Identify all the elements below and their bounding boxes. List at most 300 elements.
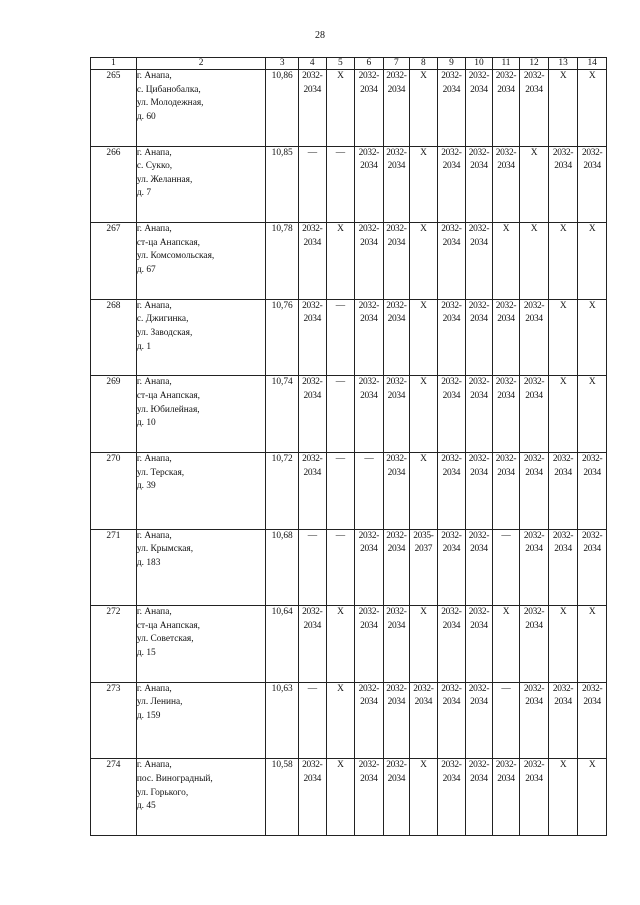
- table-header: [91, 58, 607, 70]
- area-cell: 10,63: [266, 682, 299, 759]
- period-cell-col-11: [492, 759, 520, 836]
- address-line: д. 15: [136, 647, 156, 658]
- period-cell-col-8: [410, 376, 438, 453]
- period-cell-col-14: [578, 606, 607, 683]
- period-cell-line: 2034: [442, 620, 461, 631]
- area-cell: 10,58: [266, 759, 299, 836]
- column-header-7: 7: [383, 58, 410, 70]
- period-cell-col-9: [437, 146, 466, 223]
- period-cell-col-4: [299, 606, 327, 683]
- period-cell-col-10: [466, 682, 493, 759]
- period-cell-line: 2032-: [358, 530, 380, 541]
- period-cell-line: 2034: [470, 620, 488, 631]
- period-cell-line: 2032-: [441, 760, 462, 771]
- period-cell-line: 2032-: [302, 71, 323, 81]
- table-row: [91, 376, 607, 453]
- period-cell-col-5: [326, 223, 355, 300]
- period-cell-line: 2034: [497, 773, 515, 784]
- table-row: [91, 606, 607, 683]
- period-cell-line: 2032-: [386, 683, 407, 694]
- period-cell-line: 2032-: [468, 377, 490, 388]
- period-cell-line: X: [559, 607, 567, 618]
- period-cell-col-13: [548, 223, 578, 300]
- table-body: [91, 70, 607, 836]
- period-cell-line: —: [307, 530, 317, 541]
- period-cell-col-14: [578, 376, 607, 453]
- period-cell-col-5: [326, 759, 355, 836]
- period-cell-line: 2032-: [441, 453, 462, 464]
- address-cell: [136, 146, 266, 223]
- period-cell-line: 2034: [414, 697, 433, 708]
- period-cell-line: 2034: [442, 773, 461, 784]
- period-cell-col-7: [383, 70, 410, 147]
- period-cell-line: X: [559, 760, 567, 771]
- period-cell-line: 2034: [442, 161, 461, 172]
- period-cell-line: 2034: [387, 697, 406, 708]
- period-cell-line: X: [588, 71, 596, 81]
- period-cell-line: 2032-: [523, 683, 545, 694]
- period-cell-line: 2034: [470, 84, 488, 95]
- period-cell-line: 2032-: [441, 607, 462, 618]
- address-line: ст-ца Анапская,: [136, 390, 201, 401]
- period-cell-line: 2034: [303, 773, 322, 784]
- area-cell: 10,86: [266, 70, 299, 147]
- row-number-cell: 270: [91, 452, 137, 529]
- period-cell-col-11: [492, 452, 520, 529]
- period-cell-col-8: [410, 223, 438, 300]
- period-cell-line: 2034: [470, 161, 488, 172]
- period-cell-line: —: [335, 300, 345, 311]
- row-number-cell: 274: [91, 759, 137, 836]
- area-cell: 10,85: [266, 146, 299, 223]
- table-row: [91, 299, 607, 376]
- column-header-13: 13: [548, 58, 578, 70]
- period-cell-line: 2034: [583, 544, 601, 555]
- period-cell-col-14: [578, 146, 607, 223]
- period-cell-line: 2034: [497, 84, 515, 95]
- period-cell-line: X: [420, 607, 427, 618]
- address-line: ст-ца Анапская,: [136, 237, 201, 248]
- period-cell-line: 2034: [360, 697, 378, 708]
- period-cell-col-14: [578, 452, 607, 529]
- period-cell-col-8: [410, 299, 438, 376]
- row-number-cell: 268: [91, 299, 137, 376]
- period-cell-line: 2034: [387, 84, 406, 95]
- period-cell-line: —: [335, 453, 345, 464]
- column-header-14: 14: [578, 58, 607, 70]
- address-cell: [136, 606, 266, 683]
- period-cell-line: X: [420, 377, 427, 388]
- period-cell-line: 2032-: [581, 453, 603, 464]
- period-cell-col-5: [326, 146, 355, 223]
- period-cell-line: 2032-: [581, 147, 603, 158]
- address-line: г. Анапа,: [136, 71, 172, 81]
- period-cell-line: 2032-: [302, 377, 323, 388]
- period-cell-line: 2034: [497, 161, 515, 172]
- period-cell-col-7: [383, 299, 410, 376]
- period-cell-col-7: [383, 452, 410, 529]
- address-cell: [136, 376, 266, 453]
- period-cell-col-11: [492, 299, 520, 376]
- period-cell-line: 2032-: [441, 530, 462, 541]
- period-cell-col-11: [492, 146, 520, 223]
- period-cell-col-5: [326, 606, 355, 683]
- period-cell-col-13: [548, 299, 578, 376]
- period-cell-line: —: [501, 530, 511, 541]
- period-cell-line: 2032-: [441, 71, 462, 81]
- address-line: пос. Виноградный,: [136, 773, 213, 784]
- period-cell-line: 2032-: [523, 377, 545, 388]
- period-cell-line: —: [335, 530, 345, 541]
- period-cell-col-10: [466, 146, 493, 223]
- period-cell-line: 2032-: [386, 760, 407, 771]
- period-cell-line: 2034: [554, 697, 572, 708]
- period-cell-col-9: [437, 70, 466, 147]
- period-cell-line: 2034: [583, 467, 601, 478]
- period-cell-line: X: [559, 377, 567, 388]
- period-cell-col-13: [548, 376, 578, 453]
- period-cell-line: 2032-: [468, 453, 490, 464]
- period-cell-line: X: [588, 377, 596, 388]
- period-cell-line: 2034: [525, 467, 543, 478]
- address-cell: [136, 70, 266, 147]
- period-cell-line: X: [420, 300, 427, 311]
- period-cell-line: 2032-: [495, 377, 517, 388]
- period-cell-line: 2034: [525, 544, 543, 555]
- table-row: [91, 759, 607, 836]
- period-cell-line: 2034: [387, 390, 406, 401]
- period-cell-line: X: [420, 760, 427, 771]
- period-cell-line: X: [588, 607, 596, 618]
- period-cell-line: 2032-: [358, 377, 380, 388]
- period-cell-col-13: [548, 70, 578, 147]
- period-cell-col-12: [520, 452, 549, 529]
- period-cell-line: 2032-: [358, 224, 380, 235]
- period-cell-line: 2032-: [302, 607, 323, 618]
- period-cell-line: 2034: [497, 467, 515, 478]
- period-cell-line: 2032-: [302, 453, 323, 464]
- column-header-11: 11: [492, 58, 520, 70]
- period-cell-line: X: [337, 683, 344, 694]
- period-cell-col-12: [520, 146, 549, 223]
- header-row: [91, 58, 607, 70]
- row-number-cell: 266: [91, 146, 137, 223]
- period-cell-line: 2032-: [302, 300, 323, 311]
- period-cell-line: 2032-: [358, 71, 380, 81]
- address-line: ул. Юбилейная,: [136, 404, 200, 415]
- period-cell-line: 2032-: [552, 683, 574, 694]
- period-cell-line: 2032-: [386, 607, 407, 618]
- address-line: д. 60: [136, 111, 156, 122]
- period-cell-col-5: [326, 376, 355, 453]
- period-cell-line: 2032-: [386, 377, 407, 388]
- period-cell-col-12: [520, 376, 549, 453]
- row-number-cell: 265: [91, 70, 137, 147]
- period-cell-line: 2034: [442, 544, 461, 555]
- period-cell-line: 2034: [470, 544, 488, 555]
- column-header-10: 10: [466, 58, 493, 70]
- table-row: [91, 70, 607, 147]
- period-cell-line: 2032-: [441, 300, 462, 311]
- address-cell: [136, 529, 266, 606]
- period-cell-line: X: [530, 147, 538, 158]
- period-cell-line: 2034: [554, 467, 572, 478]
- column-header-8: 8: [410, 58, 438, 70]
- period-cell-col-13: [548, 682, 578, 759]
- address-line: д. 45: [136, 801, 156, 812]
- period-cell-col-7: [383, 376, 410, 453]
- period-cell-line: 2034: [360, 773, 378, 784]
- period-cell-line: 2034: [470, 697, 488, 708]
- period-cell-col-4: [299, 70, 327, 147]
- address-line: ст-ца Анапская,: [136, 620, 201, 631]
- period-cell-line: 2032-: [358, 147, 380, 158]
- period-cell-line: 2032-: [468, 71, 490, 81]
- period-cell-line: X: [502, 224, 510, 235]
- period-cell-line: 2032-: [386, 453, 407, 464]
- period-cell-line: 2034: [470, 237, 488, 248]
- period-cell-col-4: [299, 452, 327, 529]
- period-cell-line: 2032-: [552, 453, 574, 464]
- period-cell-line: X: [420, 224, 427, 235]
- period-cell-line: 2032-: [523, 453, 545, 464]
- address-line: ул. Горького,: [136, 787, 189, 798]
- period-cell-line: —: [364, 453, 374, 464]
- period-cell-line: 2032-: [523, 607, 545, 618]
- table-row: [91, 682, 607, 759]
- period-cell-col-8: [410, 529, 438, 606]
- period-cell-line: 2032-: [386, 224, 407, 235]
- period-cell-line: X: [588, 300, 596, 311]
- period-cell-line: 2032-: [358, 607, 380, 618]
- period-cell-col-9: [437, 299, 466, 376]
- period-cell-line: 2034: [303, 390, 322, 401]
- period-cell-line: 2032-: [468, 224, 490, 235]
- column-header-5: 5: [326, 58, 355, 70]
- period-cell-col-10: [466, 606, 493, 683]
- column-header-9: 9: [437, 58, 466, 70]
- period-cell-col-4: [299, 759, 327, 836]
- period-cell-line: X: [420, 147, 427, 158]
- period-cell-line: 2034: [442, 84, 461, 95]
- period-cell-line: 2034: [442, 390, 461, 401]
- period-cell-line: 2034: [470, 467, 488, 478]
- period-cell-line: 2034: [303, 84, 322, 95]
- period-cell-line: 2034: [387, 544, 406, 555]
- period-cell-col-11: [492, 376, 520, 453]
- period-cell-col-11: [492, 606, 520, 683]
- period-cell-line: 2032-: [495, 71, 517, 81]
- period-cell-col-4: [299, 376, 327, 453]
- period-cell-line: 2034: [442, 314, 461, 325]
- period-cell-line: 2034: [303, 620, 322, 631]
- address-line: ул. Желанная,: [136, 174, 193, 185]
- address-line: с. Джигинка,: [136, 314, 189, 325]
- column-header-4: 4: [299, 58, 327, 70]
- period-cell-col-8: [410, 759, 438, 836]
- period-cell-col-5: [326, 70, 355, 147]
- period-cell-col-11: [492, 529, 520, 606]
- address-line: г. Анапа,: [136, 683, 172, 694]
- period-cell-line: 2034: [360, 390, 378, 401]
- period-cell-line: 2034: [360, 620, 378, 631]
- table-row: [91, 223, 607, 300]
- column-header-1: 1: [91, 58, 137, 70]
- period-cell-line: 2034: [387, 467, 406, 478]
- period-cell-line: 2034: [387, 314, 406, 325]
- period-cell-col-14: [578, 223, 607, 300]
- period-cell-col-11: [492, 682, 520, 759]
- period-cell-line: 2032-: [358, 683, 380, 694]
- period-cell-line: 2032-: [441, 683, 462, 694]
- period-cell-col-9: [437, 223, 466, 300]
- period-cell-col-6: [355, 299, 384, 376]
- period-cell-col-6: [355, 376, 384, 453]
- period-cell-line: 2032-: [581, 683, 603, 694]
- period-cell-line: 2032-: [495, 300, 517, 311]
- area-cell: 10,68: [266, 529, 299, 606]
- period-cell-col-4: [299, 299, 327, 376]
- period-cell-line: 2032-: [552, 147, 574, 158]
- period-cell-line: 2034: [442, 237, 461, 248]
- period-cell-line: 2034: [303, 314, 322, 325]
- period-cell-col-8: [410, 146, 438, 223]
- address-line: ул. Заводская,: [136, 327, 193, 338]
- period-cell-col-10: [466, 529, 493, 606]
- period-cell-line: 2032-: [468, 530, 490, 541]
- period-cell-col-6: [355, 70, 384, 147]
- period-cell-col-10: [466, 376, 493, 453]
- period-cell-col-12: [520, 223, 549, 300]
- address-line: г. Анапа,: [136, 147, 172, 158]
- period-cell-line: 2034: [303, 237, 322, 248]
- period-cell-line: X: [559, 300, 567, 311]
- address-line: г. Анапа,: [136, 300, 172, 311]
- period-cell-col-5: [326, 452, 355, 529]
- period-cell-col-14: [578, 299, 607, 376]
- period-cell-line: 2032-: [523, 530, 545, 541]
- period-cell-line: 2032-: [441, 147, 462, 158]
- period-cell-col-9: [437, 452, 466, 529]
- period-cell-line: 2034: [554, 544, 572, 555]
- period-cell-col-6: [355, 759, 384, 836]
- period-cell-line: 2034: [387, 620, 406, 631]
- period-cell-line: 2032-: [523, 300, 545, 311]
- period-cell-line: 2034: [554, 161, 572, 172]
- page-number: 28: [315, 30, 325, 41]
- period-cell-line: X: [530, 224, 538, 235]
- period-cell-col-6: [355, 682, 384, 759]
- table-row: [91, 146, 607, 223]
- period-cell-col-9: [437, 529, 466, 606]
- period-cell-line: X: [559, 224, 567, 235]
- address-cell: [136, 759, 266, 836]
- period-cell-line: X: [420, 453, 427, 464]
- address-line: ул. Крымская,: [136, 544, 194, 555]
- address-line: ул. Молодежная,: [136, 98, 204, 109]
- period-cell-col-10: [466, 223, 493, 300]
- address-cell: [136, 682, 266, 759]
- address-line: г. Анапа,: [136, 530, 172, 541]
- period-cell-col-12: [520, 606, 549, 683]
- period-cell-col-10: [466, 759, 493, 836]
- row-number-cell: 273: [91, 682, 137, 759]
- period-cell-col-5: [326, 529, 355, 606]
- period-cell-line: 2032-: [413, 683, 434, 694]
- period-cell-col-12: [520, 70, 549, 147]
- area-cell: 10,78: [266, 223, 299, 300]
- period-cell-col-5: [326, 299, 355, 376]
- period-cell-line: 2032-: [468, 760, 490, 771]
- period-cell-col-14: [578, 70, 607, 147]
- row-number-cell: 267: [91, 223, 137, 300]
- period-cell-line: —: [335, 147, 345, 158]
- period-cell-line: 2034: [360, 237, 378, 248]
- period-cell-line: X: [337, 760, 344, 771]
- period-cell-col-6: [355, 529, 384, 606]
- period-cell-col-4: [299, 146, 327, 223]
- period-cell-line: 2034: [360, 314, 378, 325]
- address-line: г. Анапа,: [136, 453, 172, 464]
- address-line: с. Цибанобалка,: [136, 84, 201, 95]
- period-cell-col-13: [548, 759, 578, 836]
- period-cell-line: 2032-: [495, 147, 517, 158]
- period-cell-col-7: [383, 146, 410, 223]
- area-cell: 10,72: [266, 452, 299, 529]
- period-cell-col-14: [578, 759, 607, 836]
- period-cell-line: 2035-: [413, 530, 434, 541]
- address-line: ул. Ленина,: [136, 697, 183, 708]
- address-line: г. Анапа,: [136, 760, 172, 771]
- period-cell-col-9: [437, 376, 466, 453]
- period-cell-line: 2034: [360, 161, 378, 172]
- period-cell-col-11: [492, 223, 520, 300]
- period-cell-line: 2032-: [468, 607, 490, 618]
- registry-table: [90, 57, 607, 836]
- period-cell-line: 2034: [525, 314, 543, 325]
- period-cell-col-14: [578, 529, 607, 606]
- period-cell-line: 2034: [497, 390, 515, 401]
- address-cell: [136, 223, 266, 300]
- period-cell-col-9: [437, 606, 466, 683]
- period-cell-col-5: [326, 682, 355, 759]
- period-cell-line: 2034: [525, 620, 543, 631]
- period-cell-col-4: [299, 529, 327, 606]
- period-cell-col-12: [520, 299, 549, 376]
- period-cell-col-10: [466, 452, 493, 529]
- period-cell-col-8: [410, 606, 438, 683]
- table-row: [91, 452, 607, 529]
- address-line: г. Анапа,: [136, 224, 172, 235]
- period-cell-line: 2034: [387, 773, 406, 784]
- period-cell-line: 2032-: [386, 147, 407, 158]
- period-cell-line: 2032-: [386, 300, 407, 311]
- period-cell-line: 2032-: [386, 71, 407, 81]
- period-cell-col-6: [355, 146, 384, 223]
- period-cell-col-13: [548, 529, 578, 606]
- period-cell-line: X: [559, 71, 567, 81]
- area-cell: 10,74: [266, 376, 299, 453]
- period-cell-line: 2032-: [302, 224, 323, 235]
- period-cell-col-14: [578, 682, 607, 759]
- period-cell-col-13: [548, 606, 578, 683]
- period-cell-col-7: [383, 682, 410, 759]
- period-cell-col-6: [355, 223, 384, 300]
- period-cell-line: 2032-: [495, 760, 517, 771]
- period-cell-line: 2032-: [552, 530, 574, 541]
- period-cell-col-9: [437, 759, 466, 836]
- period-cell-col-7: [383, 223, 410, 300]
